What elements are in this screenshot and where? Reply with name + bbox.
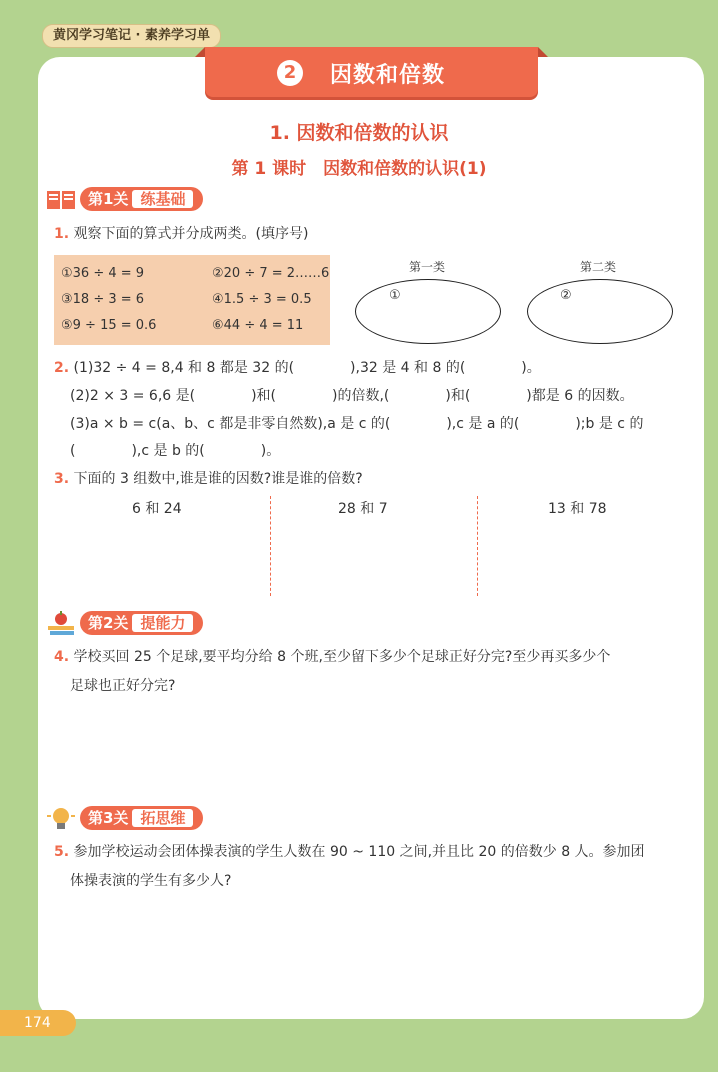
equation-item: ③18 ÷ 3 = 6 (61, 292, 145, 307)
class-1-ellipse[interactable] (355, 279, 501, 344)
number-group: 28 和 7 (338, 501, 388, 517)
question-5-line-1: 参加学校运动会团体操表演的学生人数在 90 ~ 110 之间,并且比 20 的倍数少 8 人。参加团 (73, 844, 645, 860)
question-5-line-2: 体操表演的学生有多少人? (70, 873, 232, 889)
dashed-divider (270, 496, 271, 596)
class-2-title: 第二类 (580, 260, 617, 274)
chapter-title: 因数和倍数 (330, 63, 446, 88)
lightbulb-icon (44, 806, 78, 832)
level-1-name: 第1关 (88, 190, 129, 208)
question-2-number: 2. (54, 360, 70, 376)
class-2-ellipse[interactable] (527, 279, 673, 344)
equation-item: ⑤9 ÷ 15 = 0.6 (61, 318, 157, 333)
equation-item: ④1.5 ÷ 3 = 0.5 (212, 292, 312, 307)
question-2-line-2: (2)2 × 3 = 6,6 是( )和( )的倍数,( )和( )都是 6 的因数。 (70, 388, 634, 404)
question-4-number: 4. (54, 649, 70, 665)
level-3-name: 第3关 (88, 809, 129, 827)
lesson-title: 1. 因数和倍数的认识 (269, 122, 449, 144)
question-3-text: 下面的 3 组数中,谁是谁的因数?谁是谁的倍数? (73, 471, 363, 487)
question-1 (54, 224, 308, 244)
question-5 (54, 842, 645, 862)
question-4-line-1: 学校买回 25 个足球,要平均分给 8 个班,至少留下多少个足球正好分完?至少再买多少个 (73, 649, 611, 665)
equation-item: ⑥44 ÷ 4 = 11 (212, 318, 304, 333)
dashed-divider (477, 496, 478, 596)
book-series-tag: 黄冈学习笔记 · 素养学习单 (42, 24, 221, 48)
page-number: 174 (0, 1010, 76, 1036)
level-1-tab (80, 187, 203, 211)
apple-books-icon (44, 611, 78, 637)
question-1-text: 观察下面的算式并分成两类。(填序号) (73, 226, 309, 242)
number-group: 6 和 24 (132, 501, 182, 517)
question-4-line-2: 足球也正好分完? (70, 678, 176, 694)
class-1-title: 第一类 (409, 260, 446, 274)
lesson-subtitle: 第 1 课时 因数和倍数的认识(1) (231, 159, 487, 179)
level-1-label: 练基础 (132, 190, 193, 208)
book-icon (44, 187, 78, 213)
class-2-mark: ② (560, 288, 572, 303)
equation-item: ②20 ÷ 7 = 2……6 (212, 266, 330, 281)
question-1-number: 1. (54, 226, 70, 242)
level-3-label: 拓思维 (132, 809, 193, 827)
question-2-line-3: (3)a × b = c(a、b、c 都是非零自然数),a 是 c 的( ),c 是 a 的( );b 是 c 的 (70, 416, 644, 432)
level-2-name: 第2关 (88, 614, 129, 632)
question-3-number: 3. (54, 471, 70, 487)
level-2-tab (80, 611, 203, 635)
level-2-label: 提能力 (132, 614, 193, 632)
question-4 (54, 647, 610, 667)
question-2-line-4: ( ),c 是 b 的( )。 (70, 443, 281, 459)
question-5-number: 5. (54, 844, 70, 860)
equation-item: ①36 ÷ 4 = 9 (61, 266, 145, 281)
question-2-line-1: (1)32 ÷ 4 = 8,4 和 8 都是 32 的( ),32 是 4 和 8 的( )。 (73, 360, 541, 376)
equation-box (54, 255, 330, 345)
class-1-mark: ① (389, 288, 401, 303)
number-group: 13 和 78 (548, 501, 607, 517)
question-2 (54, 358, 541, 378)
level-3-tab (80, 806, 203, 830)
chapter-number: 2 (277, 60, 303, 86)
question-3 (54, 469, 363, 489)
